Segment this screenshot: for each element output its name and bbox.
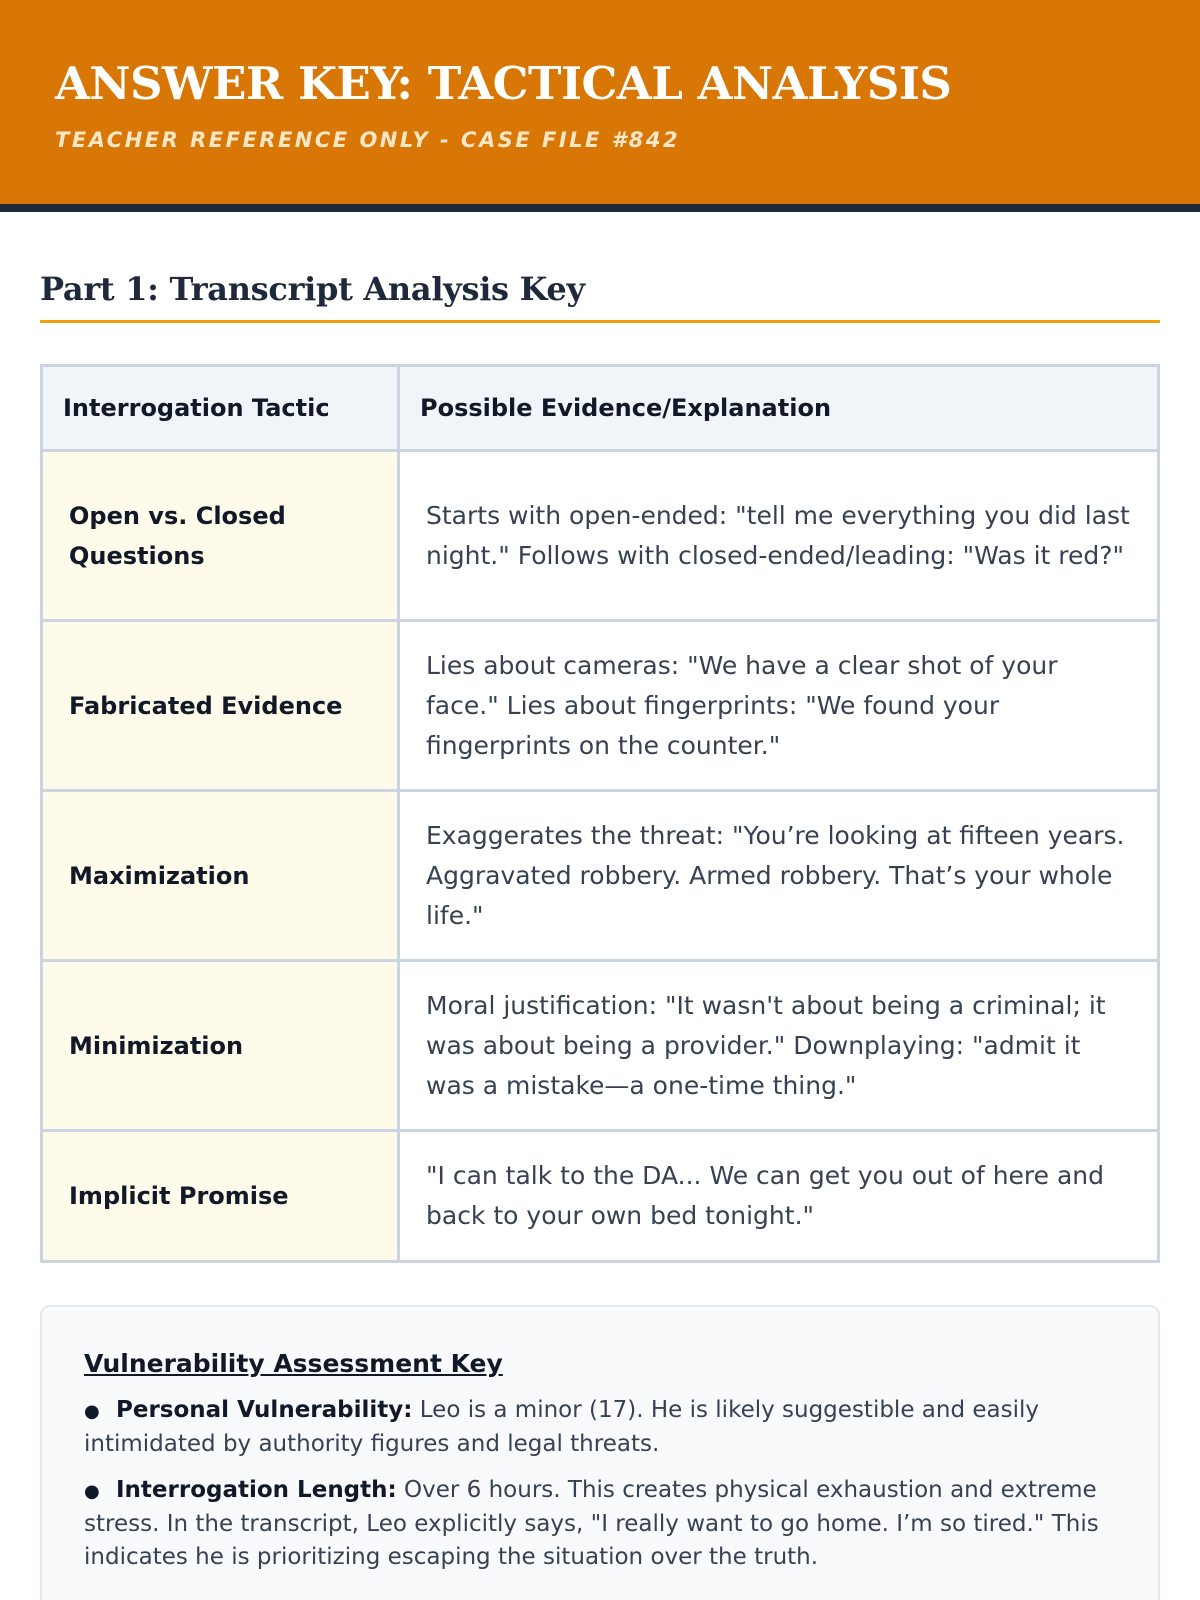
page-title: ANSWER KEY: TACTICAL ANALYSIS — [55, 57, 952, 110]
section-title: Part 1: Transcript Analysis Key — [40, 212, 1160, 323]
list-item — [84, 1394, 1116, 1461]
page-header — [0, 0, 1200, 212]
tactic-cell: Open vs. Closed Questions — [42, 451, 399, 621]
table-header-row — [42, 366, 1159, 451]
bullet-icon: ● — [84, 1401, 100, 1422]
table-row — [42, 961, 1159, 1131]
vulnerability-box — [40, 1305, 1160, 1600]
evidence-cell: Moral justification: "It wasn't about being a criminal; it was about being a provider." Downplaying: "admit it was a mistake—a one-time thing." — [399, 961, 1159, 1131]
evidence-cell: Exaggerates the threat: "You’re looking at fifteen years. Aggravated robbery. Armed robbery. That’s your whole life." — [399, 791, 1159, 961]
list-item — [84, 1474, 1116, 1574]
table-row — [42, 451, 1159, 621]
evidence-cell: Lies about cameras: "We have a clear shot of your face." Lies about fingerprints: "We found your fingerprints on the counter." — [399, 621, 1159, 791]
vulnerability-list — [84, 1394, 1116, 1574]
item-text: Over 6 hours. This creates physical exhaustion and extreme stress. In the transcript, Leo explicitly says, "I really want to go home. I’m so tired." This indicates he is prioritizing escaping the situation over the truth. — [84, 1477, 1099, 1570]
page-subtitle: TEACHER REFERENCE ONLY - CASE FILE #842 — [55, 128, 681, 152]
column-header-evidence: Possible Evidence/Explanation — [399, 366, 1159, 451]
tactic-cell: Fabricated Evidence — [42, 621, 399, 791]
evidence-cell: "I can talk to the DA... We can get you out of here and back to your own bed tonight." — [399, 1131, 1159, 1262]
item-label: Interrogation Length: — [116, 1477, 397, 1503]
table-row — [42, 621, 1159, 791]
tactic-cell: Implicit Promise — [42, 1131, 399, 1262]
table-row — [42, 1131, 1159, 1262]
bullet-icon: ● — [84, 1481, 100, 1502]
evidence-cell: Starts with open-ended: "tell me everything you did last night." Follows with closed-ended/leading: "Was it red?" — [399, 451, 1159, 621]
item-label: Personal Vulnerability: — [116, 1397, 413, 1423]
tactic-table — [40, 364, 1160, 1263]
main-content — [0, 212, 1200, 1600]
vulnerability-title: Vulnerability Assessment Key — [84, 1349, 503, 1378]
tactic-cell: Minimization — [42, 961, 399, 1131]
item-text: Leo is a minor (17). He is likely suggestible and easily intimidated by authority figures and legal threats. — [84, 1397, 1039, 1457]
column-header-tactic: Interrogation Tactic — [42, 366, 399, 451]
table-row — [42, 791, 1159, 961]
tactic-cell: Maximization — [42, 791, 399, 961]
